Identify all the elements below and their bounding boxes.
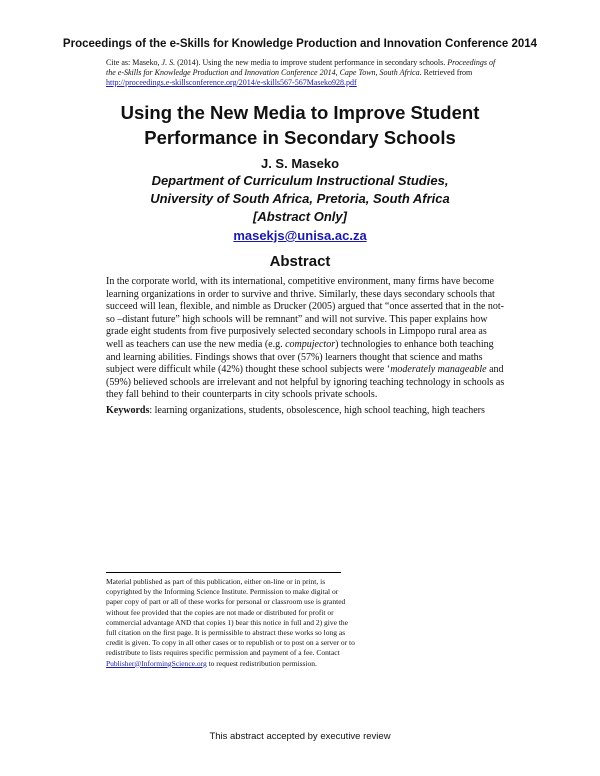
author-affiliation bbox=[0, 172, 600, 226]
abstract-text-part-1: In the corporate world, with its international, competitive environment, many firms have become learning organizations in order to survive and thrive. Similarly, these days secondary schools that succeed will lean, flexible, and nimble as Drucker (2005) argued that “once asserted that in the not-so –distant future” high schools will be remnant” and will not survive. This paper explains how grade eight students from five purposively selected secondary schools in Limpopo rural area as well as teachers can use the new media (e.g. bbox=[106, 276, 505, 350]
paper-title bbox=[0, 100, 600, 150]
abstract-italic-manageable: moderately manageable bbox=[390, 364, 487, 376]
footnote-divider bbox=[106, 572, 341, 573]
citation-middle: (2014). Using the new media to improve student performance in secondary schools. bbox=[175, 58, 448, 67]
footnote-text: Material published as part of this publication, either on-line or in print, is copyrighted by the Informing Science Institute. Permission to make digital or paper copy of part or all of these works for personal or classroom use is granted without fee provided that the copies are not made or distributed for profit or commercial advantage AND that copies 1) bear this notice in full and 2) give the full citation on the first page. It is permissible to abstract these works so long as credit is given. To copy in all other cases or to republish or to post on a server or to redistribute to lists requires specific permission and payment of a fee. Contact bbox=[106, 577, 355, 658]
author-email bbox=[0, 228, 600, 243]
affiliation-line-2: University of South Africa, Pretoria, South Africa bbox=[150, 191, 450, 206]
affiliation-line-3: [Abstract Only] bbox=[253, 209, 347, 224]
author-email-link[interactable]: masekjs@unisa.ac.za bbox=[233, 228, 367, 243]
author-name: J. S. Maseko bbox=[260, 156, 340, 171]
publisher-email-link[interactable]: Publisher@InformingScience.org bbox=[106, 658, 207, 668]
title-line-1: Using the New Media to Improve Student bbox=[120, 102, 480, 123]
keywords-line bbox=[106, 405, 506, 418]
abstract-body bbox=[106, 276, 506, 402]
affiliation-line-1: Department of Curriculum Instructional Studies, bbox=[151, 173, 449, 188]
citation-authors: J. S. bbox=[161, 58, 176, 67]
abstract-text-part-3: and (59%) believed schools are irrelevant and not helpful by ignoring teaching technology in schools as they fall behind to their counterparts in city schools private schools. bbox=[106, 364, 505, 401]
review-note: This abstract accepted by executive review bbox=[209, 731, 391, 742]
citation-block bbox=[106, 58, 506, 88]
keywords-label: Keywords bbox=[106, 405, 150, 416]
title-line-2: Performance in Secondary Schools bbox=[144, 127, 456, 148]
keywords-text: : learning organizations, students, obsolescence, high school teaching, high teachers bbox=[149, 405, 485, 416]
citation-source: Proceedings of the e-Skills for Knowledge Production and Innovation Conference 2014, Cape Town, South Africa bbox=[106, 58, 496, 77]
footnote-tail: to request redistribution permission. bbox=[206, 658, 317, 668]
citation-url-link[interactable]: http://proceedings.e-skillsconference.org/2014/e-skills567-567Maseko928.pdf bbox=[106, 78, 357, 87]
abstract-text-part-2: ) technologies to enhance both teaching and learning abilities. Findings shows that over (57%) learners thought that science and maths subject were difficult while (42%) thought these school subjects were ‘ bbox=[106, 338, 494, 376]
citation-lead: Cite as: Maseko, bbox=[106, 58, 162, 67]
copyright-footnote bbox=[106, 577, 356, 669]
citation-tail: . Retrieved from bbox=[419, 68, 473, 77]
running-header: Proceedings of the e-Skills for Knowledge Production and Innovation Conference 2014 bbox=[62, 38, 538, 50]
abstract-heading: Abstract bbox=[269, 253, 331, 270]
abstract-italic-compujector: compujector bbox=[285, 338, 336, 350]
